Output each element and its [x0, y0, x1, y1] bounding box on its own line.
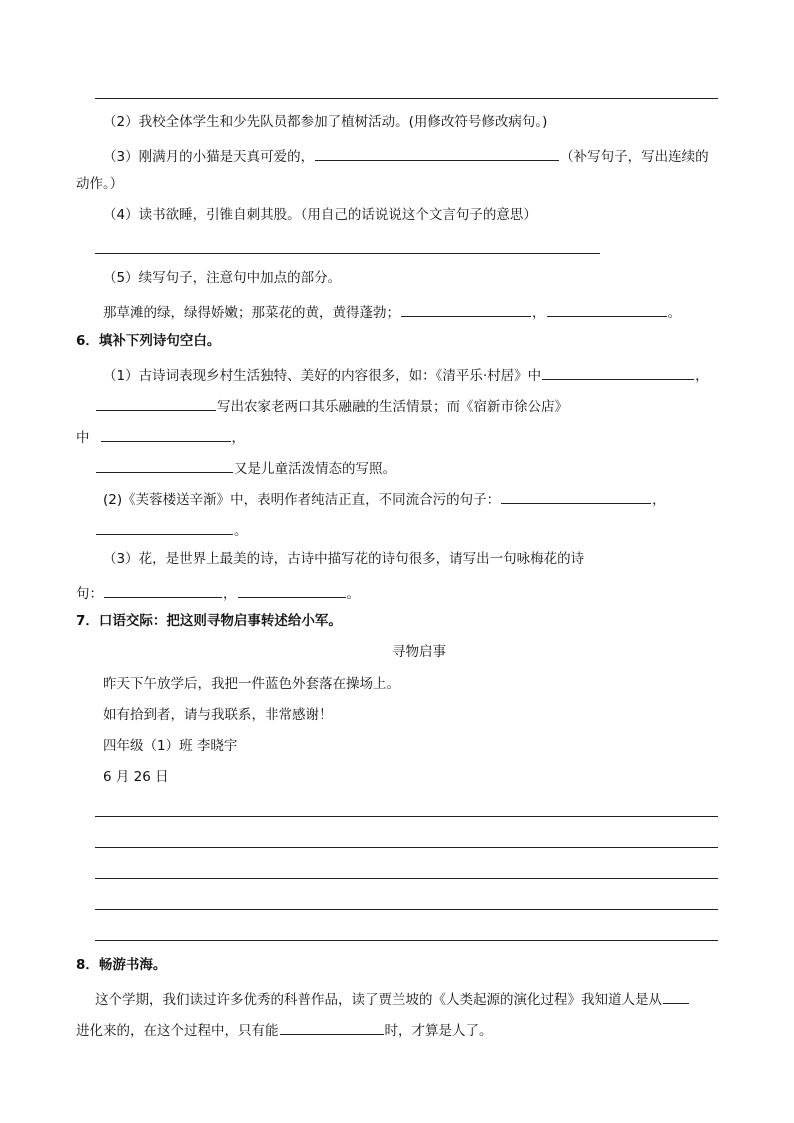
answer-line[interactable] [95, 847, 718, 848]
q6-item-1-text-c: 中 [76, 430, 90, 446]
answer-line[interactable] [95, 940, 718, 941]
fill-blank[interactable] [238, 584, 346, 598]
answer-line[interactable] [95, 98, 718, 99]
comma: ， [223, 586, 237, 602]
q8-text-1: 这个学期，我们读过许多优秀的科普作品，读了贾兰坡的《人类起源的演化过程》我知道人是从 [95, 992, 662, 1008]
answer-line[interactable] [95, 816, 718, 817]
fill-blank[interactable] [280, 1021, 384, 1035]
comma: ， [695, 368, 709, 384]
fill-blank[interactable] [96, 459, 233, 473]
q5-item-4: （4）读书欲睡，引锥自刺其股。（用自己的话说说这个文言句子的意思） [103, 207, 537, 223]
comma: ， [652, 492, 666, 508]
notice-signature: 四年级（1）班 李晓宇 [103, 738, 238, 754]
fill-blank[interactable] [542, 366, 694, 380]
q7-title: 7．口语交际：把这则寻物启事转述给小军。 [76, 613, 342, 629]
fill-blank[interactable] [96, 397, 216, 411]
q6-item-1-line-d [95, 459, 396, 477]
q8-line-1 [95, 990, 690, 1008]
q5-item-3-text: （3）刚满月的小猫是天真可爱的， [103, 149, 315, 165]
q6-item-1-line-c [76, 428, 245, 446]
q8-text-2b: 时，才算是人了。 [384, 1023, 493, 1039]
period: 。 [667, 305, 681, 321]
q6-item-1-text-b: 写出农家老两口其乐融融的生活情景；而《宿新市徐公店》 [217, 399, 568, 415]
notice-line-2: 如有拾到者，请与我联系，非常感谢！ [103, 707, 333, 723]
q6-item-3-text-b: 句： [76, 586, 103, 602]
q5-item-5: （5）续写句子，注意句中加点的部分。 [103, 270, 342, 286]
notice-line-1: 昨天下午放学后，我把一件蓝色外套落在操场上。 [103, 676, 400, 692]
q5-item-2: （2）我校全体学生和少先队员都参加了植树活动。(用修改符号修改病句。) [103, 114, 548, 130]
fill-blank[interactable] [401, 303, 531, 317]
q8-text-2a: 进化来的，在这个过程中，只有能 [76, 1023, 279, 1039]
q8-title: 8．畅游书海。 [76, 957, 167, 973]
notice-date: 6 月 26 日 [103, 769, 169, 785]
q5-item-3-line [103, 147, 709, 165]
period: 。 [234, 523, 248, 539]
fill-blank[interactable] [101, 428, 231, 442]
q6-item-1-line-a [103, 366, 709, 384]
fill-blank[interactable] [663, 990, 689, 1004]
fill-blank[interactable] [315, 147, 559, 161]
fill-blank[interactable] [501, 490, 651, 504]
q8-line-2 [76, 1021, 493, 1039]
q6-item-1-text: （1）古诗词表现乡村生活独特、美好的内容很多，如：《清平乐·村居》中 [103, 368, 542, 384]
q6-item-3: （3）花，是世界上最美的诗，古诗中描写花的诗句很多，请写出一句咏梅花的诗 [103, 551, 585, 567]
answer-line[interactable] [95, 909, 718, 910]
period: 。 [346, 586, 360, 602]
fill-blank[interactable] [104, 584, 222, 598]
q6-item-3-line-b [76, 584, 360, 602]
q6-item-1-line-b [95, 397, 568, 415]
notice-title: 寻物启事 [392, 644, 446, 660]
q6-item-2-text: (2)《芙蓉楼送辛渐》中，表明作者纯洁正直，不同流合污的句子： [103, 492, 501, 508]
q6-item-2-line-a [103, 490, 666, 508]
answer-line[interactable] [95, 253, 600, 254]
q5-item-3-continued: 动作。） [76, 176, 124, 192]
fill-blank[interactable] [96, 521, 233, 535]
q5-item-3-hint: （补写句子，写出连续的 [560, 149, 709, 165]
comma: ， [231, 430, 245, 446]
comma: ， [532, 305, 546, 321]
q5-item-5-line [103, 303, 681, 321]
answer-line[interactable] [95, 878, 718, 879]
fill-blank[interactable] [547, 303, 667, 317]
q5-item-5-text: 那草滩的绿，绿得娇嫩；那菜花的黄，黄得蓬勃； [103, 305, 400, 321]
q6-title: 6．填补下列诗句空白。 [76, 333, 221, 349]
q6-item-2-line-b [95, 521, 248, 539]
q6-item-1-text-d: 又是儿童活泼情态的写照。 [234, 461, 396, 477]
